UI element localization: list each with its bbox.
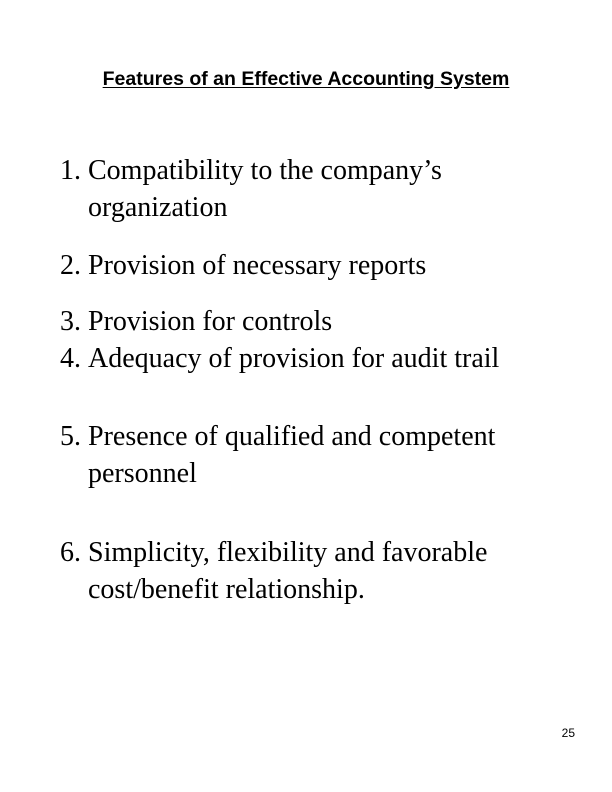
slide-title (0, 66, 612, 92)
page-number: 25 (561, 726, 575, 740)
item-text (88, 418, 495, 492)
item-text-line1: Simplicity, flexibility and favorable (88, 537, 488, 568)
item-number: 3. (60, 306, 81, 337)
item-text-line2: cost/benefit relationship. (88, 574, 365, 605)
item-number: 1. (60, 155, 81, 186)
list-item-6 (60, 534, 600, 608)
list-item-4 (60, 340, 600, 377)
item-text: Adequacy of provision for audit trail (88, 343, 500, 374)
item-text (88, 534, 487, 608)
item-text: Provision for controls (88, 306, 333, 337)
item-text: Provision of necessary reports (88, 250, 427, 281)
item-number: 5. (60, 421, 81, 452)
item-text (88, 152, 442, 226)
item-text-line2: personnel (88, 458, 197, 489)
item-number: 2. (60, 250, 81, 281)
list-item-2 (60, 247, 600, 284)
list-item-3 (60, 303, 600, 340)
item-number: 4. (60, 343, 81, 374)
item-text-line2: organization (88, 192, 228, 223)
list-item-5 (60, 418, 600, 492)
item-text-line1: Presence of qualified and competent (88, 421, 496, 452)
slide-title-text: Features of an Effective Accounting System (102, 68, 510, 90)
list-item-1 (60, 152, 600, 226)
item-text-line1: Compatibility to the company’s (88, 155, 442, 186)
item-number: 6. (60, 537, 81, 568)
